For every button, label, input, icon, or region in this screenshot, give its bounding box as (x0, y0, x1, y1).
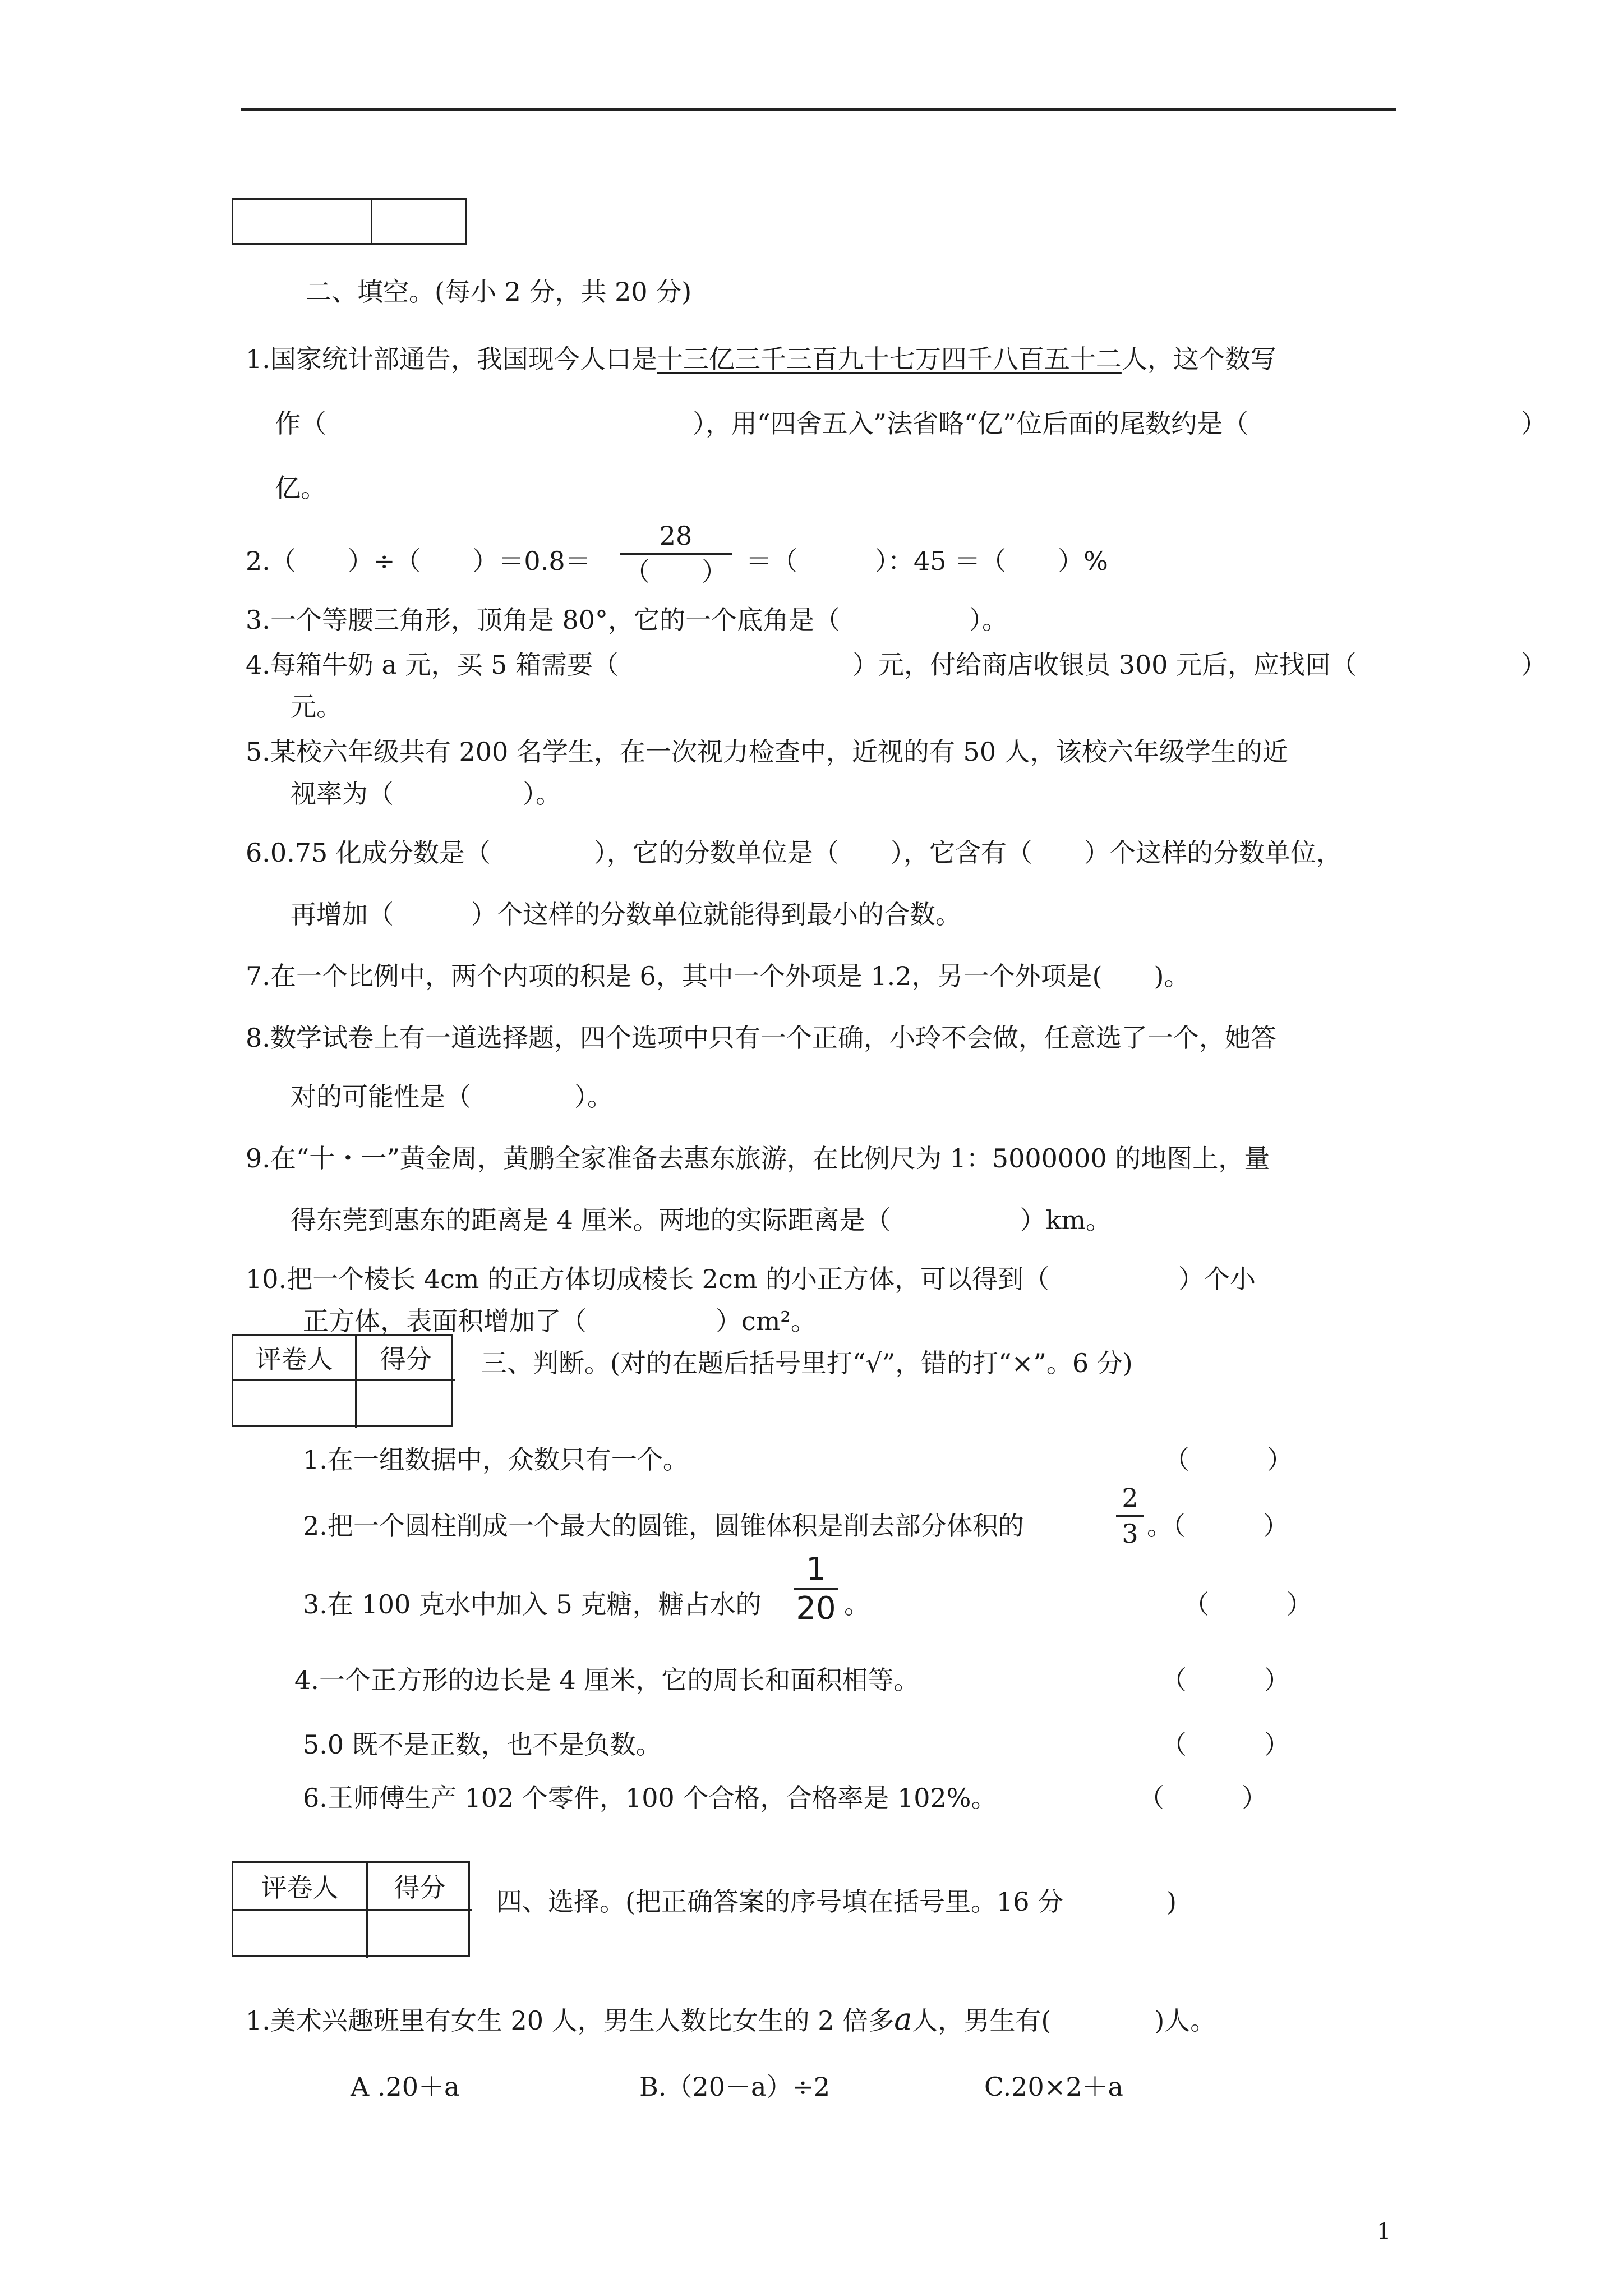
judge-item-3-bracket: （ ） (1183, 1589, 1312, 1619)
grader-reviewer-cell (233, 1381, 357, 1428)
header-rule (241, 108, 1396, 111)
q6-line2: 再增加（ ）个这样的分数单位就能得到最小的合数。 (291, 899, 961, 930)
grader-score-label: 得分 (368, 1863, 472, 1911)
section4-title: 四、选择。(把正确答案的序号填在括号里。16 分 ) (496, 1887, 1177, 1917)
q2-frac-denominator: （ ） (624, 556, 727, 587)
judge-item-6-bracket: （ ） (1138, 1783, 1267, 1813)
judge-item-4: 4.一个正方形的边长是 4 厘米，它的周长和面积相等。 (294, 1665, 920, 1695)
q1-line1-post: 人，这个数写 (1121, 344, 1276, 374)
section3-title: 三、判断。(对的在题后括号里打“√”，错的打“×”。6 分) (481, 1348, 1133, 1378)
grader-reviewer-label: 评卷人 (233, 1336, 357, 1381)
q9-line2: 得东莞到惠东的距离是 4 厘米。两地的实际距离是（ ）km。 (291, 1205, 1112, 1235)
choice-q1-variable: a (894, 2001, 912, 2037)
q2-pre: 2.（ ）÷（ ）＝0.8＝ (246, 546, 591, 576)
q3: 3.一个等腰三角形，顶角是 80°，它的一个底角是（ ）。 (246, 605, 1008, 635)
q4-line2: 元。 (291, 692, 342, 722)
grader-score-cell (357, 1381, 455, 1428)
grader-reviewer-cell (233, 1911, 368, 1958)
q1-population-words: 十三亿三千三百九十七万四千八百五十二 (657, 344, 1122, 374)
judge-item-1-bracket: （ ） (1164, 1444, 1293, 1475)
judge-item-2-frac-num: 2 (1122, 1483, 1138, 1513)
q6-line1: 6.0.75 化成分数是（ ），它的分数单位是（ ），它含有（ ）个这样的分数单位， (246, 838, 1342, 868)
judge-item-1: 1.在一组数据中，众数只有一个。 (303, 1444, 689, 1475)
judge-item-2-fraction (1116, 1481, 1144, 1550)
q1-line3: 亿。 (275, 473, 326, 503)
grader-box-section4 (232, 1861, 470, 1957)
choice-option-b: B.（20－a）÷2 (639, 2072, 831, 2102)
choice-q1 (246, 2003, 1216, 2037)
grader-score-label: 得分 (357, 1336, 455, 1381)
grader-score-cell (368, 1911, 472, 1958)
q2-post: ＝（ ）：45 ＝（ ）% (746, 546, 1108, 576)
score-box-divider (371, 200, 372, 243)
q2-frac-numerator: 28 (659, 521, 693, 551)
q5-line1: 5.某校六年级共有 200 名学生，在一次视力检查中，近视的有 50 人，该校六年级学生的近 (246, 737, 1288, 767)
q8-line2: 对的可能性是（ ）。 (291, 1082, 613, 1112)
q8-line1: 8.数学试卷上有一道选择题，四个选项中只有一个正确，小玲不会做，任意选了一个，她答 (246, 1023, 1276, 1053)
q4-line1-c: ） (1521, 650, 1547, 680)
choice-option-a: A .20＋a (351, 2072, 460, 2102)
q2-fraction (620, 519, 732, 588)
q5-line2: 视率为（ ）。 (291, 779, 561, 809)
choice-q1-post: 人，男生有( )人。 (912, 2005, 1216, 2036)
q9-line1: 9.在“十・一”黄金周，黄鹏全家准备去惠东旅游，在比例尺为 1：5000000 的地图上，量 (246, 1143, 1270, 1174)
page-number: 1 (1377, 2219, 1391, 2244)
q4-line1-b: ）元，付给商店收银员 300 元后，应找回（ (852, 650, 1357, 680)
judge-item-5: 5.0 既不是正数，也不是负数。 (303, 1729, 662, 1760)
q1-line1 (246, 342, 1276, 376)
choice-option-c: C.20×2＋a (984, 2072, 1123, 2102)
judge-item-3-frac-num: 1 (806, 1551, 826, 1588)
judge-item-3-fraction (794, 1551, 838, 1627)
judge-item-3-after: 。 (844, 1589, 870, 1619)
q1-line2-b: ），用“四舍五入”法省略“亿”位后面的尾数约是（ (693, 408, 1249, 439)
judge-item-5-bracket: （ ） (1161, 1729, 1290, 1760)
judge-item-3-frac-den: 20 (796, 1590, 836, 1627)
judge-item-2-after: 。（ ） (1147, 1511, 1289, 1541)
section2-title: 二、填空。(每小 2 分，共 20 分) (306, 277, 692, 307)
judge-item-2-frac-den: 3 (1122, 1519, 1138, 1549)
q1-line2-c: ） (1521, 408, 1547, 439)
q4-line1-a: 4.每箱牛奶 a 元，买 5 箱需要（ (246, 650, 619, 680)
choice-q1-pre: 1.美术兴趣班里有女生 20 人，男生人数比女生的 2 倍多 (246, 2005, 895, 2036)
q1-line2-a: 作（ (275, 408, 326, 439)
judge-item-3: 3.在 100 克水中加入 5 克糖，糖占水的 (303, 1589, 762, 1619)
grader-reviewer-label: 评卷人 (233, 1863, 368, 1911)
judge-item-6: 6.王师傅生产 102 个零件，100 个合格，合格率是 102%。 (303, 1783, 997, 1813)
q7: 7.在一个比例中，两个内项的积是 6，其中一个外项是 1.2，另一个外项是( )。 (246, 961, 1190, 991)
score-box-top (232, 198, 467, 245)
q10-line1: 10.把一个棱长 4cm 的正方体切成棱长 2cm 的小正方体，可以得到（ ）个小 (246, 1264, 1256, 1294)
judge-item-2: 2.把一个圆柱削成一个最大的圆锥，圆锥体积是削去部分体积的 (303, 1511, 1024, 1541)
q1-line1-pre: 1.国家统计部通告，我国现今人口是 (246, 344, 657, 374)
judge-item-4-bracket: （ ） (1161, 1665, 1290, 1695)
q10-line2: 正方体，表面积增加了（ ）cm²。 (303, 1306, 817, 1336)
grader-box-section3 (232, 1334, 453, 1427)
